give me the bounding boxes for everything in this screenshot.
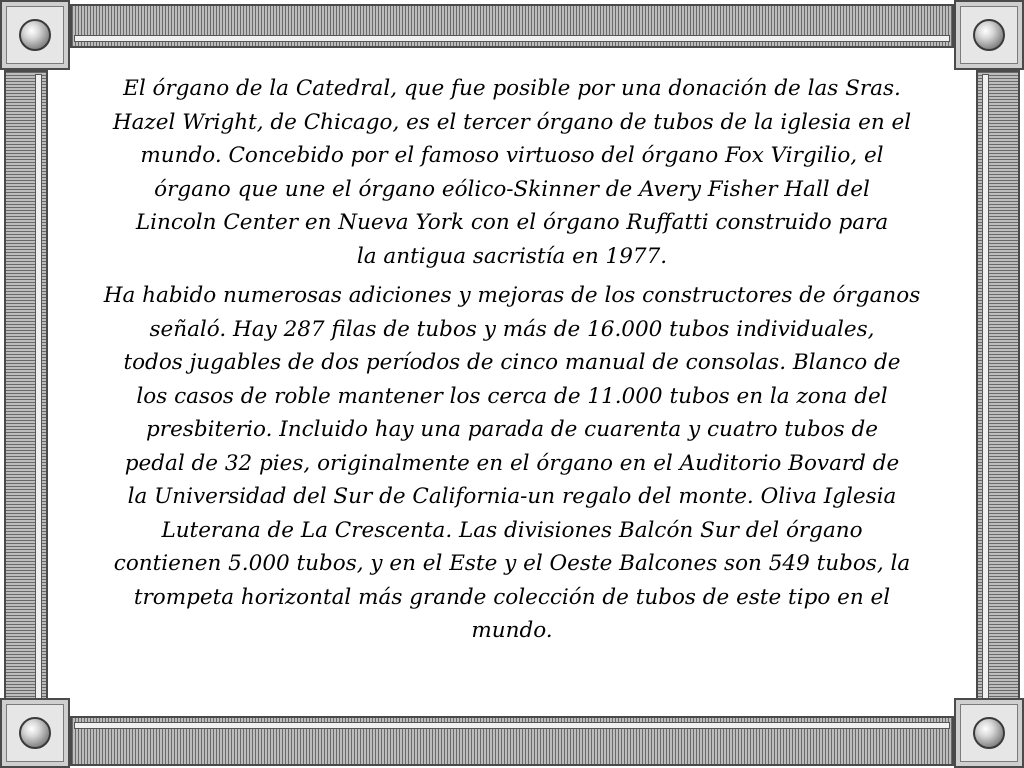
text-line: mundo. Concebido por el famoso virtuoso del órgano Fox Virgilio, el xyxy=(140,143,884,168)
frame-left-bar xyxy=(4,70,48,708)
text-line: órgano que une el órgano eólico-Skinner de Avery Fisher Hall del xyxy=(154,176,870,202)
text-line: Lincoln Center en Nueva York con el órgano Ruffatti construido para xyxy=(135,210,889,235)
text-line: trompeta horizontal más grande colección de tubos de este tipo en el xyxy=(133,584,891,610)
bolt-icon xyxy=(19,19,51,51)
text-line: mundo. xyxy=(471,618,553,643)
text-line: la Universidad del Sur de California-un regalo del monte. Oliva Iglesia xyxy=(127,484,897,509)
slide-body xyxy=(62,72,962,654)
frame-right-bar xyxy=(976,70,1020,708)
text-line: todos jugables de dos períodos de cinco manual de consolas. Blanco de xyxy=(123,350,901,375)
frame-corner-bottom-right xyxy=(954,698,1024,768)
text-line: Ha habido numerosas adiciones y mejoras de los constructores de órganos xyxy=(103,283,921,308)
text-line: la antigua sacristía en 1977. xyxy=(356,243,668,269)
frame-top-bar xyxy=(70,4,954,48)
text-line: Luterana de La Crescenta. Las divisiones Balcón Sur del órgano xyxy=(161,517,863,543)
bolt-icon xyxy=(973,717,1005,749)
bolt-icon xyxy=(973,19,1005,51)
text-line: contienen 5.000 tubos, y en el Este y el Oeste Balcones son 549 tubos, la xyxy=(113,551,911,576)
text-line: Hazel Wright, de Chicago, es el tercer órgano de tubos de la iglesia en el xyxy=(112,109,912,135)
paragraph-organ-details xyxy=(62,279,962,648)
text-line: los casos de roble mantener los cerca de 11.000 tubos en la zona del xyxy=(136,383,888,409)
text-line: presbiterio. Incluido hay una parada de cuarenta y cuatro tubos de xyxy=(146,417,878,442)
text-line: pedal de 32 pies, originalmente en el órgano en el Auditorio Bovard de xyxy=(124,450,900,476)
bolt-icon xyxy=(19,717,51,749)
frame-bottom-bar xyxy=(70,716,954,766)
text-line: El órgano de la Catedral, que fue posible por una donación de las Sras. xyxy=(123,76,901,101)
paragraph-organ-history xyxy=(62,72,962,273)
frame-corner-top-right xyxy=(954,0,1024,70)
frame-corner-top-left xyxy=(0,0,70,70)
text-line: señaló. Hay 287 filas de tubos y más de 16.000 tubos individuales, xyxy=(149,316,875,342)
frame-corner-bottom-left xyxy=(0,698,70,768)
